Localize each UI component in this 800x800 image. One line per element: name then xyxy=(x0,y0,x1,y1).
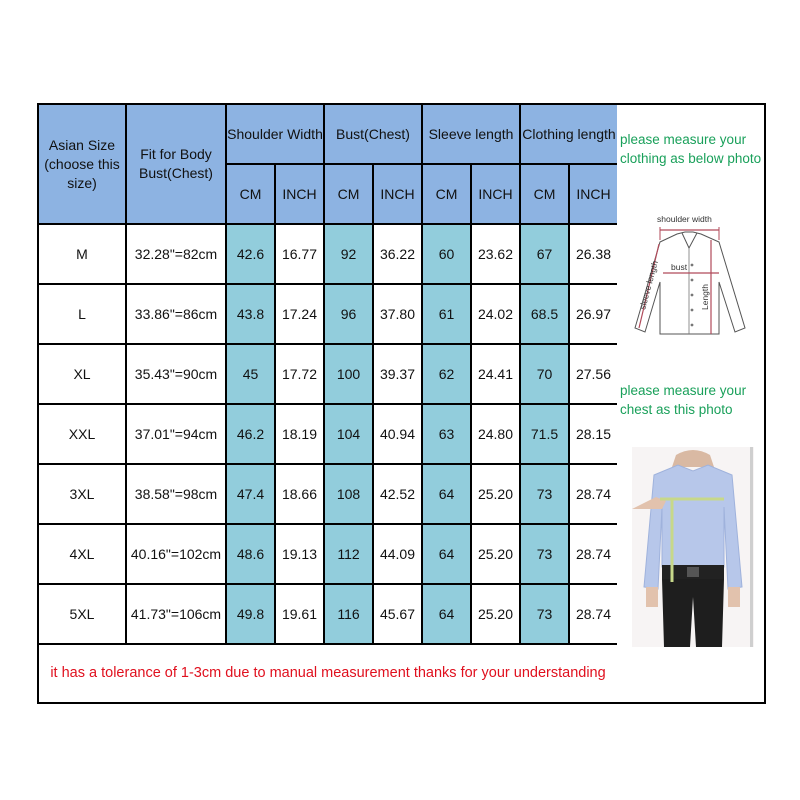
cell-sleeve-in: 24.80 xyxy=(472,405,521,465)
cell-sleeve-in: 24.02 xyxy=(472,285,521,345)
chest-measure-hint: please measure your chest as this photo xyxy=(620,383,747,417)
header-unit-inch: INCH xyxy=(276,165,325,225)
cell-size: 5XL xyxy=(39,585,127,645)
cell-fit: 41.73"=106cm xyxy=(127,585,227,645)
header-group-clothing-length: Clothing length xyxy=(521,105,619,165)
cell-shoulder-in: 18.66 xyxy=(276,465,325,525)
cell-sleeve-cm: 63 xyxy=(423,405,472,465)
cell-length-cm: 70 xyxy=(521,345,570,405)
cell-sleeve-cm: 60 xyxy=(423,225,472,285)
cell-sleeve-cm: 62 xyxy=(423,345,472,405)
cell-shoulder-cm: 48.6 xyxy=(227,525,276,585)
cell-bust-in: 37.80 xyxy=(374,285,423,345)
cell-bust-cm: 112 xyxy=(325,525,374,585)
cell-sleeve-cm: 64 xyxy=(423,525,472,585)
cell-bust-in: 42.52 xyxy=(374,465,423,525)
header-unit-cm: CM xyxy=(521,165,570,225)
cell-shoulder-in: 19.61 xyxy=(276,585,325,645)
cell-bust-cm: 116 xyxy=(325,585,374,645)
cell-shoulder-cm: 42.6 xyxy=(227,225,276,285)
header-unit-cm: CM xyxy=(423,165,472,225)
cell-length-cm: 71.5 xyxy=(521,405,570,465)
cell-length-in: 28.74 xyxy=(570,585,619,645)
cell-bust-in: 44.09 xyxy=(374,525,423,585)
cell-shoulder-in: 18.19 xyxy=(276,405,325,465)
header-group-sleeve-length: Sleeve length xyxy=(423,105,521,165)
cell-length-in: 28.74 xyxy=(570,465,619,525)
cell-sleeve-in: 25.20 xyxy=(472,585,521,645)
cell-size: M xyxy=(39,225,127,285)
cell-shoulder-in: 17.72 xyxy=(276,345,325,405)
header-unit-inch: INCH xyxy=(374,165,423,225)
cell-sleeve-cm: 61 xyxy=(423,285,472,345)
cell-shoulder-cm: 47.4 xyxy=(227,465,276,525)
cell-length-cm: 73 xyxy=(521,465,570,525)
cell-length-cm: 73 xyxy=(521,585,570,645)
header-unit-cm: CM xyxy=(227,165,276,225)
cell-length-in: 27.56 xyxy=(570,345,619,405)
cell-bust-cm: 92 xyxy=(325,225,374,285)
cell-shoulder-in: 17.24 xyxy=(276,285,325,345)
bust-label: bust xyxy=(671,262,688,272)
cell-size: 3XL xyxy=(39,465,127,525)
cell-sleeve-in: 25.20 xyxy=(472,525,521,585)
cell-fit: 33.86"=86cm xyxy=(127,285,227,345)
clothing-measure-hint: please measure your clothing as below photo xyxy=(620,132,762,166)
tolerance-note: it has a tolerance of 1-3cm due to manual measurement thanks for your understanding xyxy=(39,645,619,702)
cell-size: XL xyxy=(39,345,127,405)
shoulder-width-label: shoulder width xyxy=(657,214,712,224)
cell-fit: 38.58"=98cm xyxy=(127,465,227,525)
header-group-bust-chest: Bust(Chest) xyxy=(325,105,423,165)
cell-shoulder-cm: 49.8 xyxy=(227,585,276,645)
cell-size: XXL xyxy=(39,405,127,465)
cell-shoulder-in: 16.77 xyxy=(276,225,325,285)
sleeve-length-label: sleeve length xyxy=(637,259,660,311)
cell-bust-cm: 104 xyxy=(325,405,374,465)
cell-shoulder-in: 19.13 xyxy=(276,525,325,585)
header-unit-cm: CM xyxy=(325,165,374,225)
cell-length-cm: 73 xyxy=(521,525,570,585)
cell-bust-in: 40.94 xyxy=(374,405,423,465)
measurement-guide-panel xyxy=(617,103,766,704)
cell-fit: 37.01"=94cm xyxy=(127,405,227,465)
cell-sleeve-in: 23.62 xyxy=(472,225,521,285)
cell-length-cm: 67 xyxy=(521,225,570,285)
header-group-shoulder-width: Shoulder Width xyxy=(227,105,325,165)
cell-length-in: 28.15 xyxy=(570,405,619,465)
cell-shoulder-cm: 45 xyxy=(227,345,276,405)
cell-bust-in: 39.37 xyxy=(374,345,423,405)
cell-length-in: 26.38 xyxy=(570,225,619,285)
cell-fit: 35.43"=90cm xyxy=(127,345,227,405)
cell-shoulder-cm: 46.2 xyxy=(227,405,276,465)
length-label: Length xyxy=(700,284,710,310)
cell-shoulder-cm: 43.8 xyxy=(227,285,276,345)
cell-bust-cm: 100 xyxy=(325,345,374,405)
cell-length-in: 26.97 xyxy=(570,285,619,345)
cell-sleeve-in: 24.41 xyxy=(472,345,521,405)
cell-size: L xyxy=(39,285,127,345)
cell-bust-cm: 96 xyxy=(325,285,374,345)
cell-size: 4XL xyxy=(39,525,127,585)
shirt-measurement-diagram xyxy=(627,210,757,345)
header-asian-size: Asian Size (choose this size) xyxy=(39,105,127,225)
header-fit-for-body: Fit for Body Bust(Chest) xyxy=(127,105,227,225)
cell-length-cm: 68.5 xyxy=(521,285,570,345)
chest-measurement-photo xyxy=(632,447,754,647)
cell-sleeve-cm: 64 xyxy=(423,465,472,525)
header-unit-inch: INCH xyxy=(472,165,521,225)
cell-fit: 32.28"=82cm xyxy=(127,225,227,285)
cell-bust-in: 45.67 xyxy=(374,585,423,645)
cell-sleeve-cm: 64 xyxy=(423,585,472,645)
cell-length-in: 28.74 xyxy=(570,525,619,585)
cell-bust-in: 36.22 xyxy=(374,225,423,285)
cell-sleeve-in: 25.20 xyxy=(472,465,521,525)
cell-fit: 40.16"=102cm xyxy=(127,525,227,585)
cell-bust-cm: 108 xyxy=(325,465,374,525)
header-unit-inch: INCH xyxy=(570,165,619,225)
